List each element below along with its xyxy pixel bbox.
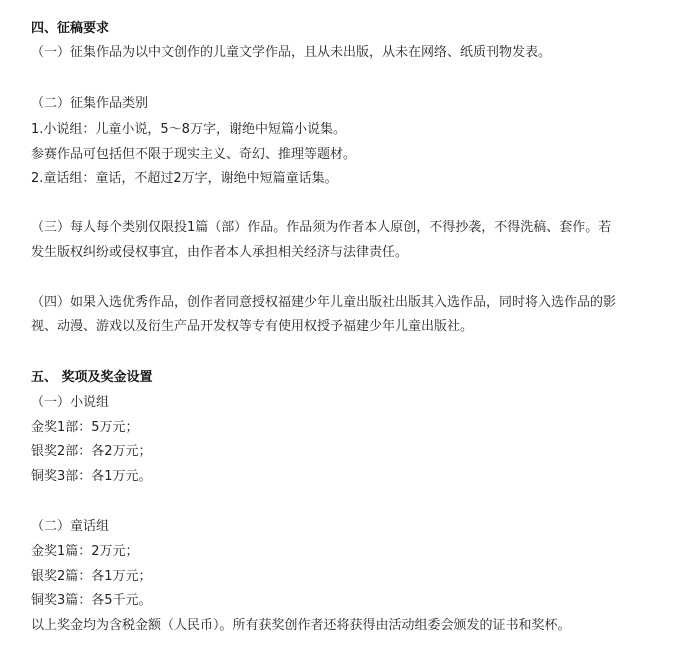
novel-gold-award: 金奖1部：5万元； bbox=[31, 420, 139, 435]
section-4-item-4-line-1: （四）如果入选优秀作品，创作者同意授权福建少年儿童出版社出版其入选作品，同时将入选作品的影 bbox=[31, 295, 617, 310]
novel-group-title: （一）小说组 bbox=[31, 395, 110, 410]
section-4-item-1: （一）征集作品为以中文创作的儿童文学作品，且从未出版，从未在网络、纸质刊物发表。 bbox=[31, 45, 552, 60]
section-4-heading: 四、征稿要求 bbox=[31, 21, 110, 36]
fairy-tale-silver-award: 银奖2篇：各1万元； bbox=[31, 569, 152, 584]
section-4-item-4-line-2: 视、动漫、游戏以及衍生产品开发权等专有使用权授予福建少年儿童出版社。 bbox=[31, 319, 474, 334]
section-5-heading: 五、 奖项及奖金设置 bbox=[31, 370, 153, 385]
section-4-item-2-line-2: 参赛作品可包括但不限于现实主义、奇幻、推理等题材。 bbox=[31, 147, 357, 162]
fairy-tale-gold-award: 金奖1篇：2万元； bbox=[31, 544, 139, 559]
novel-silver-award: 银奖2部：各2万元； bbox=[31, 444, 152, 459]
section-4-item-3-line-2: 发生版权纠纷或侵权事宜，由作者本人承担相关经济与法律责任。 bbox=[31, 245, 409, 260]
prize-tax-note: 以上奖金均为含税金额（人民币）。所有获奖创作者还将获得由活动组委会颁发的证书和奖杯。 bbox=[31, 618, 571, 633]
fairy-tale-group-title: （二）童话组 bbox=[31, 519, 110, 534]
fairy-tale-bronze-award: 铜奖3篇：各5千元。 bbox=[31, 593, 152, 608]
section-4-item-2-title: （二）征集作品类别 bbox=[31, 96, 149, 111]
section-4-item-2-line-3: 2.童话组：童话，不超过2万字，谢绝中短篇童话集。 bbox=[31, 171, 338, 186]
section-4-item-3-line-1: （三）每人每个类别仅限投1篇（部）作品。作品须为作者本人原创，不得抄袭，不得洗稿、套作。若 bbox=[31, 220, 612, 235]
section-4-item-2-line-1: 1.小说组：儿童小说，5～8万字，谢绝中短篇小说集。 bbox=[31, 122, 346, 137]
novel-bronze-award: 铜奖3部：各1万元。 bbox=[31, 469, 152, 484]
